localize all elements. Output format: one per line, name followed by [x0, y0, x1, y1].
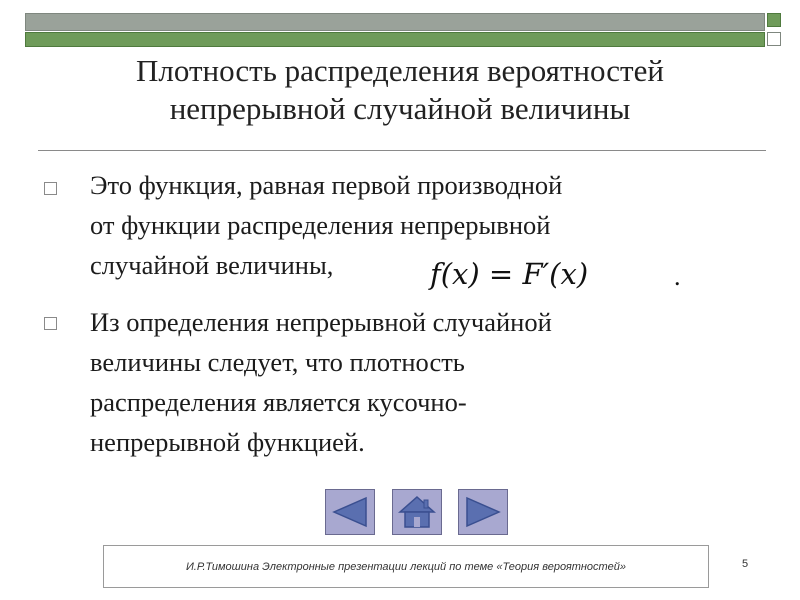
top-decor-bar-green: [25, 32, 765, 47]
footer: [103, 545, 709, 588]
formula-trailing-period: .: [674, 262, 681, 291]
density-formula: f(x) = F′(x): [430, 257, 589, 291]
bullet-text-1: [90, 165, 750, 285]
home-button[interactable]: [392, 489, 442, 535]
page-number: 5: [742, 558, 749, 570]
top-decor-bar-gray: [25, 13, 765, 31]
bullet-2-line-1: Из определения непрерывной случайной: [90, 307, 552, 337]
corner-decor-square-white: [767, 32, 781, 46]
bullet-2-line-2: величины следует, что плотность: [90, 347, 465, 377]
arrow-right-icon: [463, 495, 503, 529]
bullet-1-line-1: Это функция, равная первой производной: [90, 170, 563, 200]
next-slide-button[interactable]: [458, 489, 508, 535]
bullet-1-line-2: от функции распределения непрерывной: [90, 210, 551, 240]
slide-title-line-2: непрерывной случайной величины: [169, 91, 631, 126]
bullet-text-2: [90, 302, 750, 462]
bullet-2-line-3: распределения является кусочно-: [90, 387, 467, 417]
slide-title: [30, 52, 770, 128]
slide-title-line-1: Плотность распределения вероятностей: [136, 53, 664, 88]
home-icon: [397, 494, 437, 530]
footer-text: И.Р.Тимошина Электронные презентации лекций по теме «Теория вероятностей»: [185, 560, 627, 573]
bullet-2-line-4: непрерывной функцией.: [90, 427, 365, 457]
arrow-left-icon: [330, 495, 370, 529]
bullet-1-line-3: случайной величины,: [90, 250, 334, 280]
bullet-square-icon: [44, 182, 57, 195]
bullet-square-icon: [44, 317, 57, 330]
corner-decor-square-green: [767, 13, 781, 27]
previous-slide-button[interactable]: [325, 489, 375, 535]
title-divider: [38, 150, 766, 151]
